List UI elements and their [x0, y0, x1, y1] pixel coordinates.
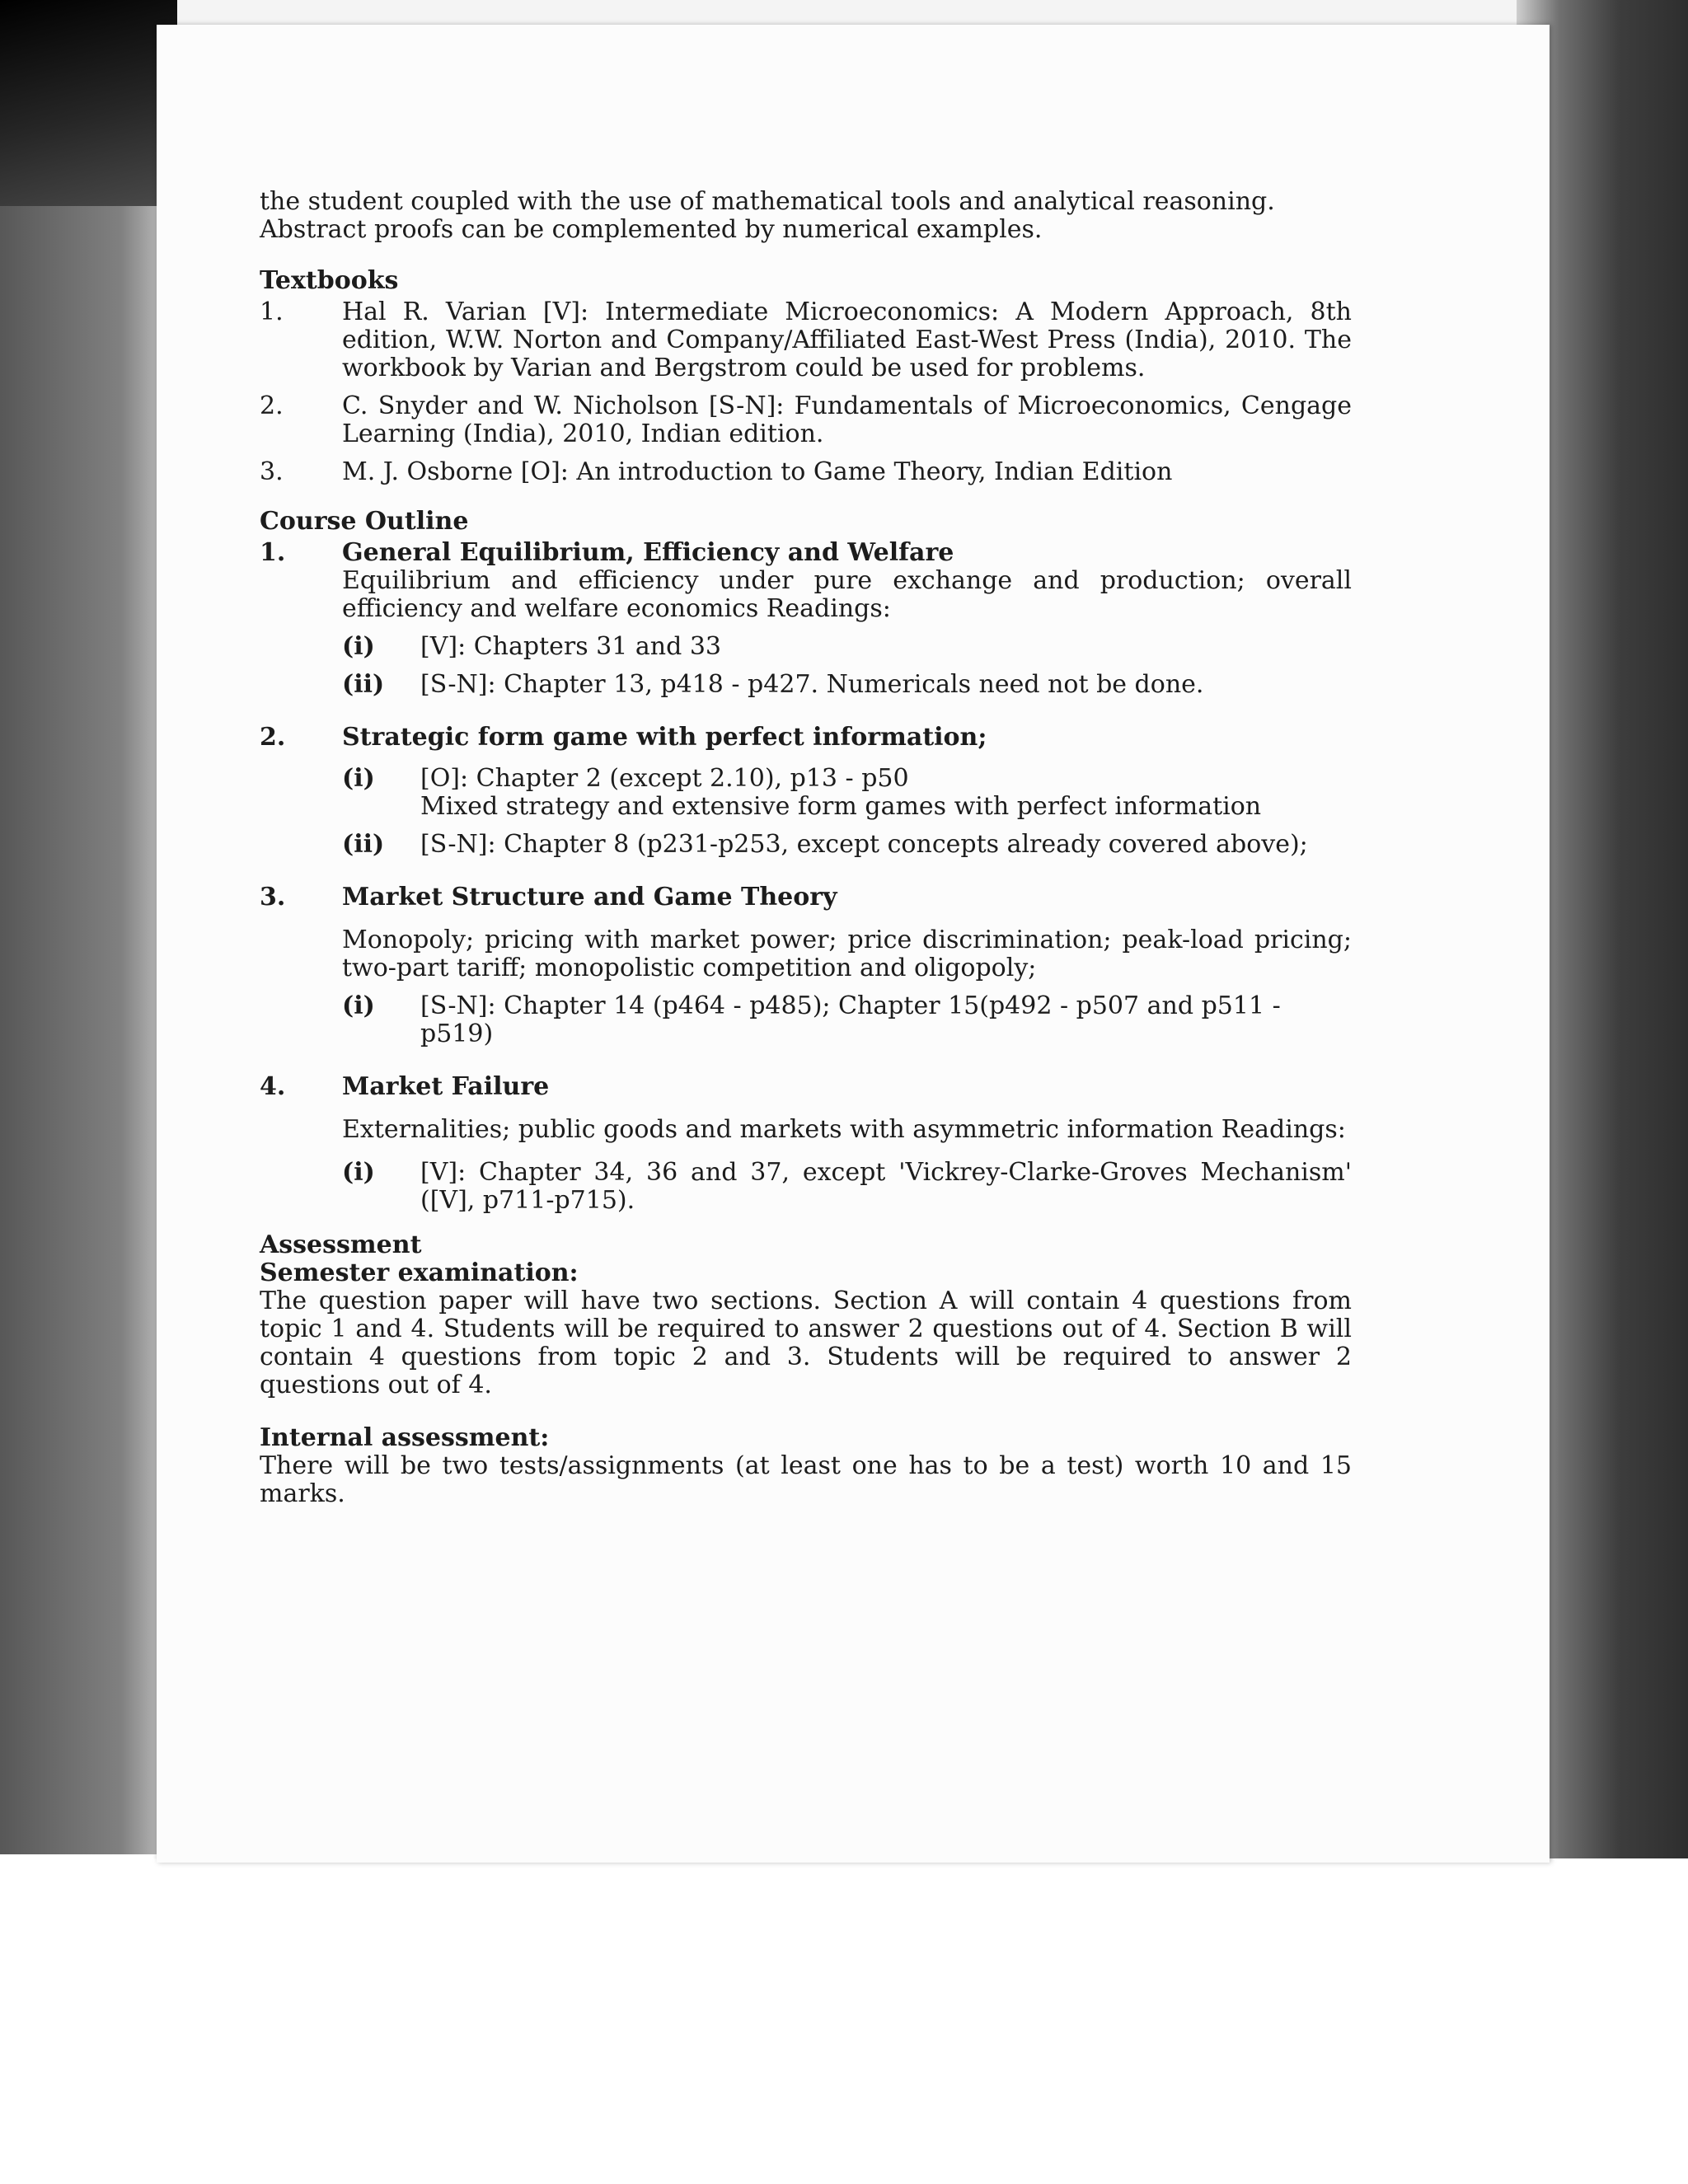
reading-item — [342, 671, 1352, 699]
intro-line-1: the student coupled with the use of mathematical tools and analytical reasoning. — [260, 187, 1275, 216]
reading-number: (i) — [342, 991, 375, 1020]
topic-title: General Equilibrium, Efficiency and Welfare — [342, 538, 954, 567]
reading-item — [342, 633, 1352, 661]
textbook-text: C. Snyder and W. Nicholson [S-N]: Fundamentals of Microeconomics, Cengage Learning (India), 2010, Indian edition. — [342, 391, 1352, 448]
topic-number: 2. — [260, 723, 286, 752]
textbook-item — [260, 392, 1352, 448]
topic-description: Equilibrium and efficiency under pure exchange and production; overall efficiency and welfare economics Readings: — [342, 566, 1352, 623]
reading-number: (i) — [342, 764, 375, 793]
outline-topic — [260, 539, 1352, 699]
topic-body — [342, 883, 1352, 1048]
reading-number: (i) — [342, 1158, 375, 1187]
scan-left-edge — [0, 0, 177, 2184]
textbook-number: 2. — [260, 391, 284, 420]
reading-item — [342, 831, 1352, 859]
topic-body — [342, 1073, 1352, 1215]
reading-note: Mixed strategy and extensive form games with perfect information — [420, 792, 1262, 821]
outline-topic — [260, 724, 1352, 859]
intro-line-2: Abstract proofs can be complemented by numerical examples. — [260, 215, 1043, 244]
reading-body — [420, 765, 1352, 821]
topic-title: Market Structure and Game Theory — [342, 883, 837, 912]
course-outline-heading: Course Outline — [260, 507, 469, 536]
textbook-text: M. J. Osborne [O]: An introduction to Game Theory, Indian Edition — [342, 457, 1173, 486]
topic-body — [342, 539, 1352, 699]
page-content — [260, 188, 1352, 1508]
semester-exam-text: The question paper will have two sections. Section A will contain 4 questions from topic 1 and 4. Students will be required to answer 2 questions out of 4. Section B will contain 4 questions from topic 2 and 3. Students will be required to answer 2 questions out of 4. — [260, 1286, 1352, 1399]
outline-topic — [260, 883, 1352, 1048]
topic-description: Monopoly; pricing with market power; price discrimination; peak-load pricing; two-part tariff; monopolistic competition and oligopoly; — [342, 926, 1352, 982]
reading-number: (ii) — [342, 830, 385, 859]
internal-assessment-text: There will be two tests/assignments (at least one has to be a test) worth 10 and 15 marks. — [260, 1451, 1352, 1508]
reading-text: [S-N]: Chapter 14 (p464 - p485); Chapter 15(p492 - p507 and p511 - p519) — [420, 991, 1281, 1048]
textbook-number: 1. — [260, 298, 284, 326]
textbook-item — [260, 458, 1352, 486]
textbook-number: 3. — [260, 457, 284, 486]
topic-number: 1. — [260, 538, 286, 567]
reading-text: [S-N]: Chapter 8 (p231-p253, except concepts already covered above); — [420, 830, 1308, 859]
topic-description: Externalities; public goods and markets with asymmetric information Readings: — [342, 1115, 1346, 1144]
assessment-heading: Assessment — [260, 1230, 422, 1259]
topic-number: 4. — [260, 1072, 286, 1101]
topic-title: Market Failure — [342, 1072, 550, 1101]
scan-bottom-margin — [0, 1858, 1688, 2184]
reading-text: [V]: Chapter 34, 36 and 37, except 'Vickrey-Clarke-Groves Mechanism' ([V], p711-p715). — [420, 1158, 1352, 1215]
topic-body — [342, 724, 1352, 859]
reading-text: [O]: Chapter 2 (except 2.10), p13 - p50 — [420, 764, 909, 793]
textbooks-heading: Textbooks — [260, 266, 399, 295]
reading-item — [342, 1159, 1352, 1215]
topic-title: Strategic form game with perfect information; — [342, 723, 987, 752]
outline-topic — [260, 1073, 1352, 1215]
topic-number: 3. — [260, 883, 286, 912]
reading-number: (ii) — [342, 670, 385, 699]
reading-item — [342, 992, 1352, 1048]
reading-number: (i) — [342, 632, 375, 661]
reading-text: [V]: Chapters 31 and 33 — [420, 632, 721, 661]
reading-item — [342, 765, 1352, 821]
internal-assessment-heading: Internal assessment: — [260, 1423, 550, 1452]
textbook-item — [260, 298, 1352, 382]
textbook-text: Hal R. Varian [V]: Intermediate Microeconomics: A Modern Approach, 8th edition, W.W. Norton and Company/Affiliated East-West Press (India), 2010. The workbook by Varian and Bergstrom could be used for problems. — [342, 298, 1352, 382]
semester-exam-heading: Semester examination: — [260, 1258, 579, 1287]
reading-text: [S-N]: Chapter 13, p418 - p427. Numericals need not be done. — [420, 670, 1204, 699]
